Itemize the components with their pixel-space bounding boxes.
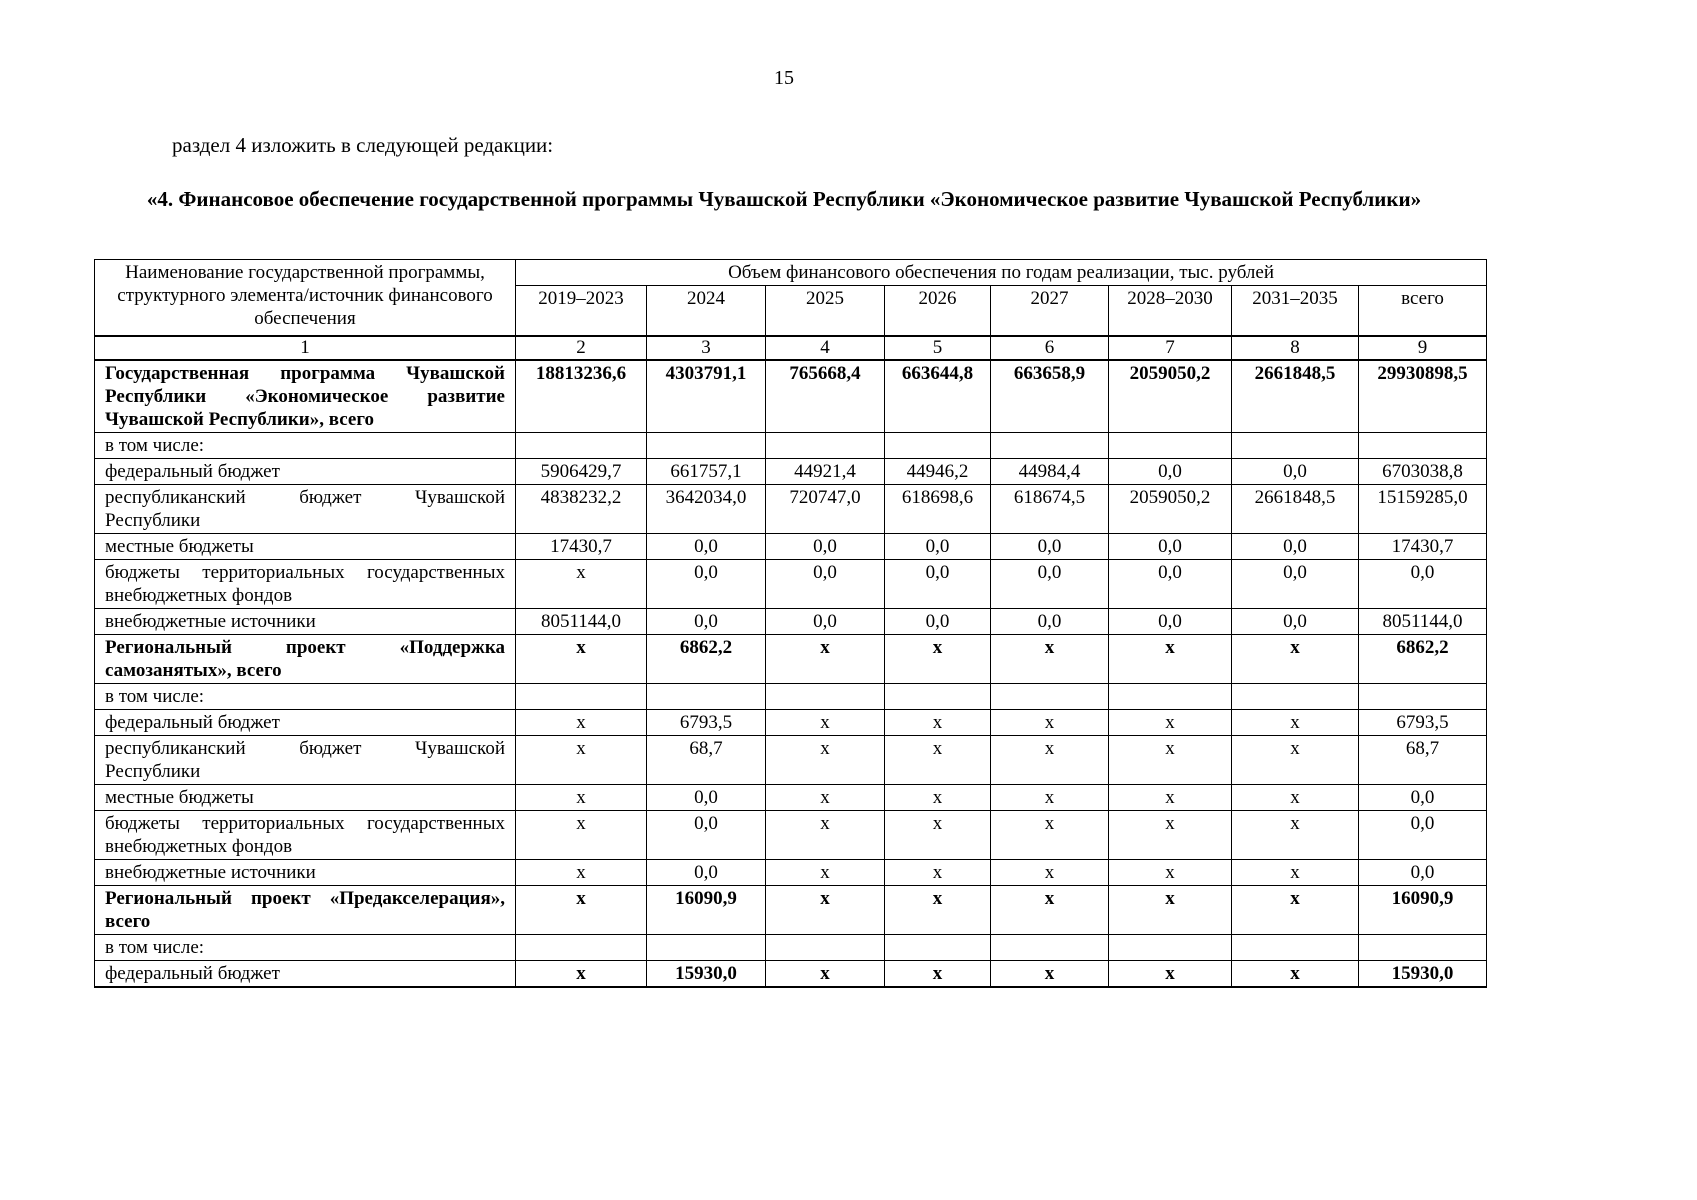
row-value: x — [885, 885, 991, 934]
row-value: 4303791,1 — [647, 360, 766, 433]
row-value: 16090,9 — [1359, 885, 1487, 934]
row-value: x — [991, 709, 1109, 735]
table-row — [95, 784, 1487, 810]
row-value: x — [766, 634, 885, 683]
column-number: 6 — [991, 336, 1109, 360]
row-value: 6793,5 — [1359, 709, 1487, 735]
header-group-financing: Объем финансового обеспечения по годам реализации, тыс. рублей — [516, 260, 1487, 286]
table-row — [95, 533, 1487, 559]
row-value: x — [516, 810, 647, 859]
row-value: 18813236,6 — [516, 360, 647, 433]
row-value: x — [885, 735, 991, 784]
row-value: 0,0 — [1232, 608, 1359, 634]
row-value: 0,0 — [1232, 559, 1359, 608]
row-value: 0,0 — [766, 533, 885, 559]
row-name: в том числе: — [95, 934, 516, 960]
row-value: x — [1109, 709, 1232, 735]
row-value: x — [885, 810, 991, 859]
row-name: внебюджетные источники — [95, 859, 516, 885]
row-name: Государственная программа Чувашской Республики «Экономическое развитие Чувашской Республики», всего — [95, 360, 516, 433]
row-value — [1232, 432, 1359, 458]
row-value: x — [885, 784, 991, 810]
row-value: 2059050,2 — [1109, 484, 1232, 533]
header-year-5: 2026 — [885, 286, 991, 336]
row-value: 2661848,5 — [1232, 360, 1359, 433]
row-value — [1359, 432, 1487, 458]
row-value: 0,0 — [885, 533, 991, 559]
row-value: 29930898,5 — [1359, 360, 1487, 433]
row-value — [766, 432, 885, 458]
row-value: 0,0 — [647, 533, 766, 559]
row-value: 3642034,0 — [647, 484, 766, 533]
row-value: 0,0 — [647, 810, 766, 859]
row-value: 0,0 — [1109, 533, 1232, 559]
row-value — [991, 432, 1109, 458]
row-name: бюджеты территориальных государственных внебюджетных фондов — [95, 810, 516, 859]
header-row-numbers — [95, 336, 1487, 360]
row-value: x — [1232, 859, 1359, 885]
row-value: x — [1232, 634, 1359, 683]
table-row — [95, 432, 1487, 458]
row-value: 17430,7 — [1359, 533, 1487, 559]
table-row — [95, 960, 1487, 987]
row-value: 44984,4 — [991, 458, 1109, 484]
column-number: 5 — [885, 336, 991, 360]
row-value: x — [1109, 634, 1232, 683]
row-value: 0,0 — [885, 608, 991, 634]
row-value: 618698,6 — [885, 484, 991, 533]
row-value: 0,0 — [1109, 559, 1232, 608]
row-value — [1232, 934, 1359, 960]
row-value — [1109, 683, 1232, 709]
row-name: республиканский бюджет Чувашской Республики — [95, 735, 516, 784]
row-value: x — [885, 709, 991, 735]
header-year-7: 2028–2030 — [1109, 286, 1232, 336]
row-value: 0,0 — [1359, 559, 1487, 608]
row-name: внебюджетные источники — [95, 608, 516, 634]
row-value: x — [991, 634, 1109, 683]
row-value: x — [766, 885, 885, 934]
row-value: 0,0 — [766, 608, 885, 634]
row-value: 0,0 — [991, 608, 1109, 634]
header-year-6: 2027 — [991, 286, 1109, 336]
row-name: республиканский бюджет Чувашской Республики — [95, 484, 516, 533]
header-year-4: 2025 — [766, 286, 885, 336]
row-value — [766, 934, 885, 960]
row-value: 663644,8 — [885, 360, 991, 433]
row-value: x — [1109, 960, 1232, 987]
row-value: x — [516, 709, 647, 735]
row-value: 0,0 — [1232, 533, 1359, 559]
row-value: x — [766, 810, 885, 859]
row-value: 2059050,2 — [1109, 360, 1232, 433]
row-value — [516, 934, 647, 960]
row-value — [991, 934, 1109, 960]
row-name: в том числе: — [95, 432, 516, 458]
row-value: x — [516, 559, 647, 608]
table-row — [95, 859, 1487, 885]
header-row-1 — [95, 260, 1487, 286]
column-number: 4 — [766, 336, 885, 360]
row-value: x — [1109, 810, 1232, 859]
row-value: 0,0 — [1232, 458, 1359, 484]
row-value: 0,0 — [1109, 608, 1232, 634]
financing-table — [94, 259, 1487, 988]
row-value: x — [991, 784, 1109, 810]
row-value: x — [766, 735, 885, 784]
row-value — [647, 934, 766, 960]
table-row — [95, 608, 1487, 634]
row-value: 6862,2 — [1359, 634, 1487, 683]
row-value: x — [885, 859, 991, 885]
row-value: 15930,0 — [647, 960, 766, 987]
row-name: Региональный проект «Поддержка самозанятых», всего — [95, 634, 516, 683]
row-value: 720747,0 — [766, 484, 885, 533]
table-row — [95, 458, 1487, 484]
row-value: 0,0 — [1359, 784, 1487, 810]
row-value: 0,0 — [1359, 810, 1487, 859]
column-number: 3 — [647, 336, 766, 360]
row-value: x — [991, 960, 1109, 987]
row-value: 15159285,0 — [1359, 484, 1487, 533]
row-value: x — [1232, 709, 1359, 735]
row-name: местные бюджеты — [95, 533, 516, 559]
row-value: 2661848,5 — [1232, 484, 1359, 533]
row-value: 6703038,8 — [1359, 458, 1487, 484]
row-value: x — [1232, 784, 1359, 810]
column-number: 2 — [516, 336, 647, 360]
row-value — [885, 432, 991, 458]
row-value: x — [516, 960, 647, 987]
column-number: 7 — [1109, 336, 1232, 360]
row-value: 663658,9 — [991, 360, 1109, 433]
row-value: 765668,4 — [766, 360, 885, 433]
row-value: 0,0 — [647, 608, 766, 634]
row-value: x — [516, 859, 647, 885]
row-value: x — [766, 709, 885, 735]
row-value — [1232, 683, 1359, 709]
row-value: x — [766, 784, 885, 810]
table-row — [95, 559, 1487, 608]
header-year-3: 2024 — [647, 286, 766, 336]
header-name-column: Наименование государственной программы, структурного элемента/источник финансового обеспечения — [95, 260, 516, 336]
row-value: 0,0 — [991, 533, 1109, 559]
header-year-9: всего — [1359, 286, 1487, 336]
row-value: x — [1232, 810, 1359, 859]
row-value: x — [885, 634, 991, 683]
row-value: 0,0 — [766, 559, 885, 608]
row-value: 8051144,0 — [516, 608, 647, 634]
row-value: 5906429,7 — [516, 458, 647, 484]
table-row — [95, 810, 1487, 859]
row-value: x — [766, 859, 885, 885]
row-name: местные бюджеты — [95, 784, 516, 810]
row-value — [516, 432, 647, 458]
table-row — [95, 634, 1487, 683]
row-name: федеральный бюджет — [95, 709, 516, 735]
row-value: x — [1232, 885, 1359, 934]
row-value: x — [516, 885, 647, 934]
row-value: x — [516, 784, 647, 810]
column-number: 1 — [95, 336, 516, 360]
row-value: 0,0 — [1109, 458, 1232, 484]
header-year-2: 2019–2023 — [516, 286, 647, 336]
table-row — [95, 735, 1487, 784]
row-value: 44921,4 — [766, 458, 885, 484]
row-value: 4838232,2 — [516, 484, 647, 533]
row-value: 0,0 — [991, 559, 1109, 608]
row-value: 661757,1 — [647, 458, 766, 484]
row-value — [1109, 432, 1232, 458]
row-name: Региональный проект «Предакселерация», всего — [95, 885, 516, 934]
table-row — [95, 709, 1487, 735]
row-value: x — [516, 634, 647, 683]
row-value — [1359, 683, 1487, 709]
header-year-8: 2031–2035 — [1232, 286, 1359, 336]
row-value: 618674,5 — [991, 484, 1109, 533]
row-value: x — [1232, 960, 1359, 987]
row-name: в том числе: — [95, 683, 516, 709]
row-value: x — [516, 735, 647, 784]
row-value: x — [1232, 735, 1359, 784]
row-value — [516, 683, 647, 709]
table-row — [95, 683, 1487, 709]
row-value: x — [766, 960, 885, 987]
row-value: 44946,2 — [885, 458, 991, 484]
row-value — [885, 683, 991, 709]
row-value: 0,0 — [647, 784, 766, 810]
section-title: «4. Финансовое обеспечение государственной программы Чувашской Республики «Экономическое развитие Чувашской Республики» — [146, 187, 1422, 211]
row-name: бюджеты территориальных государственных внебюджетных фондов — [95, 559, 516, 608]
row-value — [1359, 934, 1487, 960]
row-value: x — [991, 810, 1109, 859]
row-value: x — [991, 735, 1109, 784]
row-value: x — [991, 859, 1109, 885]
row-value: 16090,9 — [647, 885, 766, 934]
row-value: 0,0 — [1359, 859, 1487, 885]
row-value: 68,7 — [647, 735, 766, 784]
row-name: федеральный бюджет — [95, 458, 516, 484]
column-number: 8 — [1232, 336, 1359, 360]
row-value: x — [991, 885, 1109, 934]
column-number: 9 — [1359, 336, 1487, 360]
row-value: 8051144,0 — [1359, 608, 1487, 634]
row-value: 6793,5 — [647, 709, 766, 735]
row-value: x — [1109, 735, 1232, 784]
row-value: 0,0 — [885, 559, 991, 608]
row-value — [1109, 934, 1232, 960]
table-row — [95, 484, 1487, 533]
page-number: 15 — [774, 67, 794, 89]
row-value: 6862,2 — [647, 634, 766, 683]
row-value — [647, 432, 766, 458]
row-value: 68,7 — [1359, 735, 1487, 784]
row-value: x — [885, 960, 991, 987]
row-value: 17430,7 — [516, 533, 647, 559]
row-value — [991, 683, 1109, 709]
row-value: 0,0 — [647, 559, 766, 608]
row-name: федеральный бюджет — [95, 960, 516, 987]
row-value — [766, 683, 885, 709]
row-value: x — [1109, 784, 1232, 810]
row-value — [885, 934, 991, 960]
row-value — [647, 683, 766, 709]
table-row — [95, 934, 1487, 960]
row-value: 15930,0 — [1359, 960, 1487, 987]
table-row — [95, 360, 1487, 433]
table-row — [95, 885, 1487, 934]
table-body — [95, 360, 1487, 987]
row-value: x — [1109, 859, 1232, 885]
row-value: 0,0 — [647, 859, 766, 885]
intro-text: раздел 4 изложить в следующей редакции: — [172, 133, 554, 157]
row-value: x — [1109, 885, 1232, 934]
